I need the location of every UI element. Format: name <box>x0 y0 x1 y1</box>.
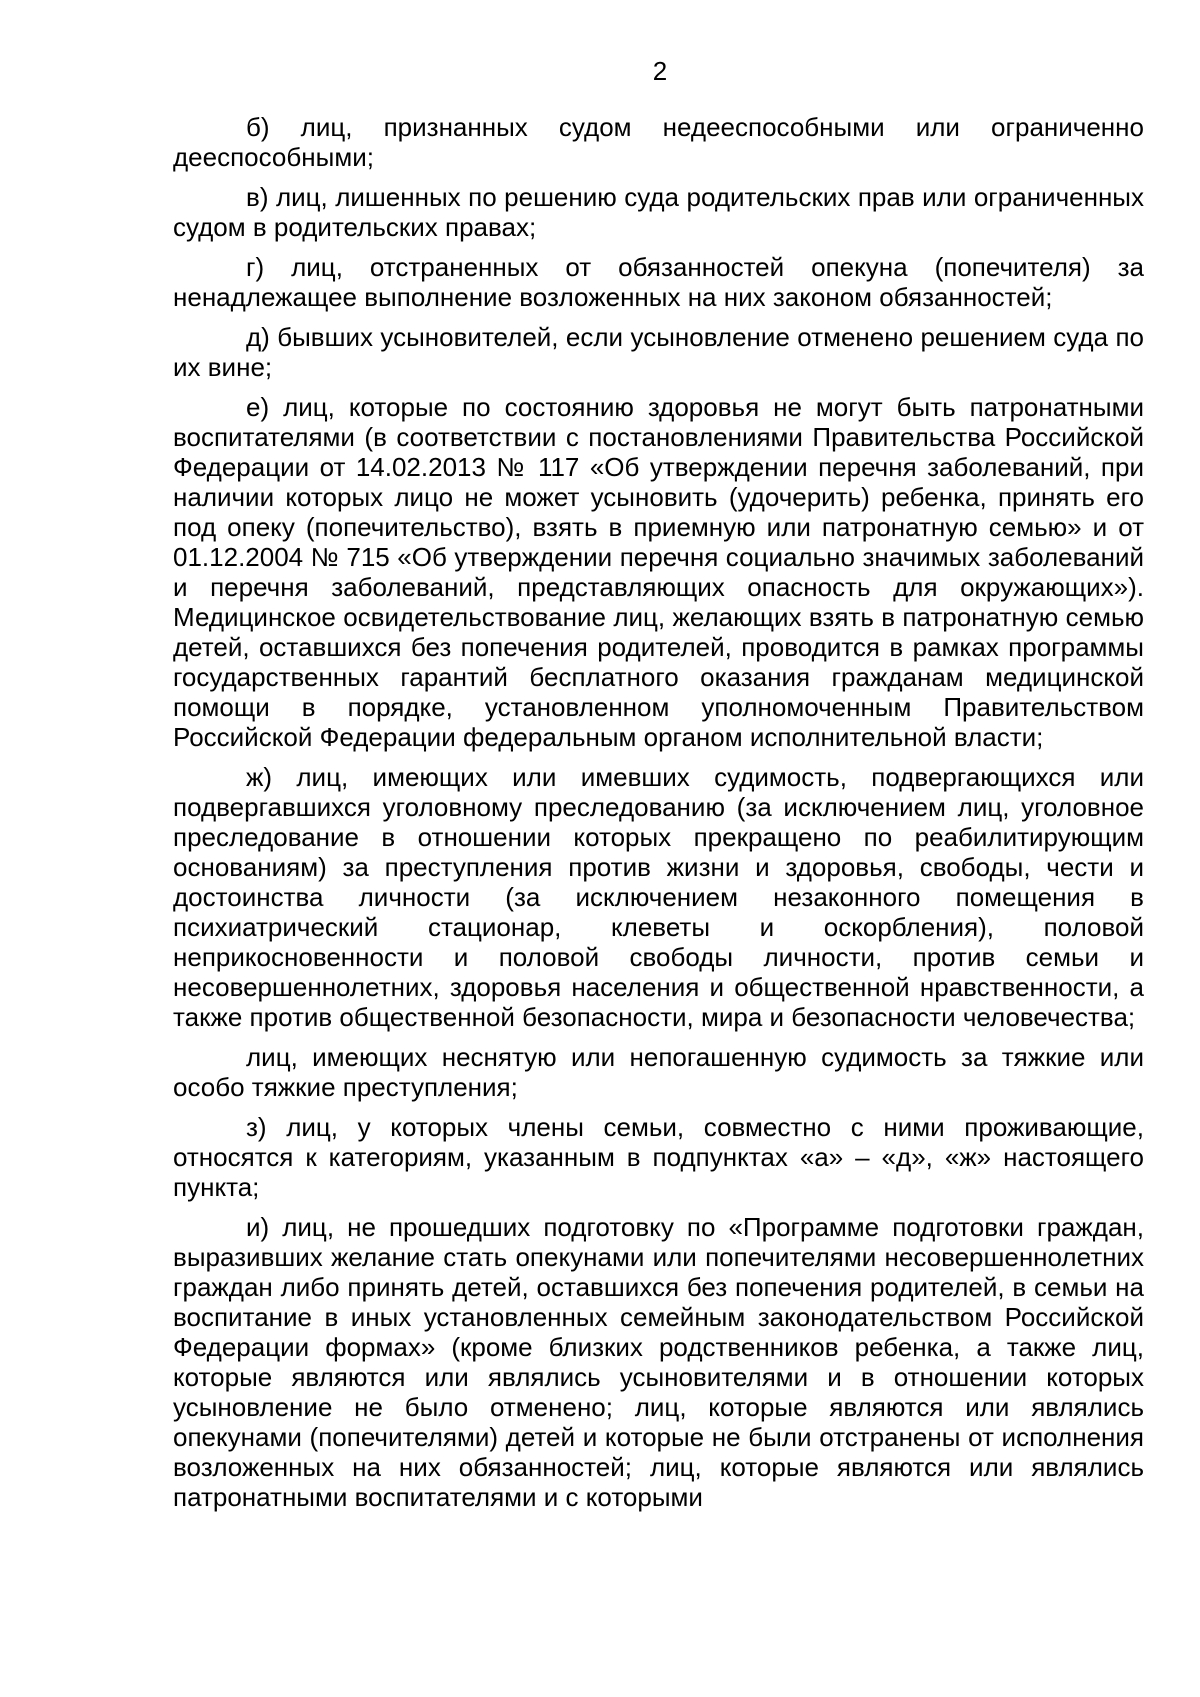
paragraph-v: в) лиц, лишенных по решению суда родительских прав или ограниченных судом в родительских правах; <box>173 182 1144 242</box>
paragraph-g: г) лиц, отстраненных от обязанностей опекуна (попечителя) за ненадлежащее выполнение возложенных на них законом обязанностей; <box>173 252 1144 312</box>
document-body <box>173 112 1144 1512</box>
paragraph-zh-continued: лиц, имеющих неснятую или непогашенную судимость за тяжкие или особо тяжкие преступления; <box>173 1042 1144 1102</box>
paragraph-zh: ж) лиц, имеющих или имевших судимость, подвергающихся или подвергавшихся уголовному преследованию (за исключением лиц, уголовное преследование в отношении которых прекращено по реабилитирующим основаниям) за преступления против жизни и здоровья, свободы, чести и достоинства личности (за исключением незаконного помещения в психиатрический стационар, клеветы и оскорбления), половой неприкосновенности и половой свободы личности, против семьи и несовершеннолетних, здоровья населения и общественной нравственности, а также против общественной безопасности, мира и безопасности человечества; <box>173 762 1144 1032</box>
paragraph-d: д) бывших усыновителей, если усыновление отменено решением суда по их вине; <box>173 322 1144 382</box>
page-number: 2 <box>652 56 668 86</box>
paragraph-b: б) лиц, признанных судом недееспособными или ограниченно дееспособными; <box>173 112 1144 172</box>
paragraph-i: и) лиц, не прошедших подготовку по «Программе подготовки граждан, выразивших желание стать опекунами или попечителями несовершеннолетних граждан либо принять детей, оставшихся без попечения родителей, в семьи на воспитание в иных установленных семейным законодательством Российской Федерации формах» (кроме близких родственников ребенка, а также лиц, которые являются или являлись усыновителями и в отношении которых усыновление не было отменено; лиц, которые являются или являлись опекунами (попечителями) детей и которые не были отстранены от исполнения возложенных на них обязанностей; лиц, которые являются или являлись патронатными воспитателями и с которыми <box>173 1212 1144 1512</box>
paragraph-z: з) лиц, у которых члены семьи, совместно с ними проживающие, относятся к категориям, указанным в подпунктах «а» – «д», «ж» настоящего пункта; <box>173 1112 1144 1202</box>
paragraph-e: е) лиц, которые по состоянию здоровья не могут быть патронатными воспитателями (в соответствии с постановлениями Правительства Российской Федерации от 14.02.2013 № 117 «Об утверждении перечня заболеваний, при наличии которых лицо не может усыновить (удочерить) ребенка, принять его под опеку (попечительство), взять в приемную или патронатную семью» и от 01.12.2004 № 715 «Об утверждении перечня социально значимых заболеваний и перечня заболеваний, представляющих опасность для окружающих»). Медицинское освидетельствование лиц, желающих взять в патронатную семью детей, оставшихся без попечения родителей, проводится в рамках программы государственных гарантий бесплатного оказания гражданам медицинской помощи в порядке, установленном уполномоченным Правительством Российской Федерации федеральным органом исполнительной власти; <box>173 392 1144 752</box>
